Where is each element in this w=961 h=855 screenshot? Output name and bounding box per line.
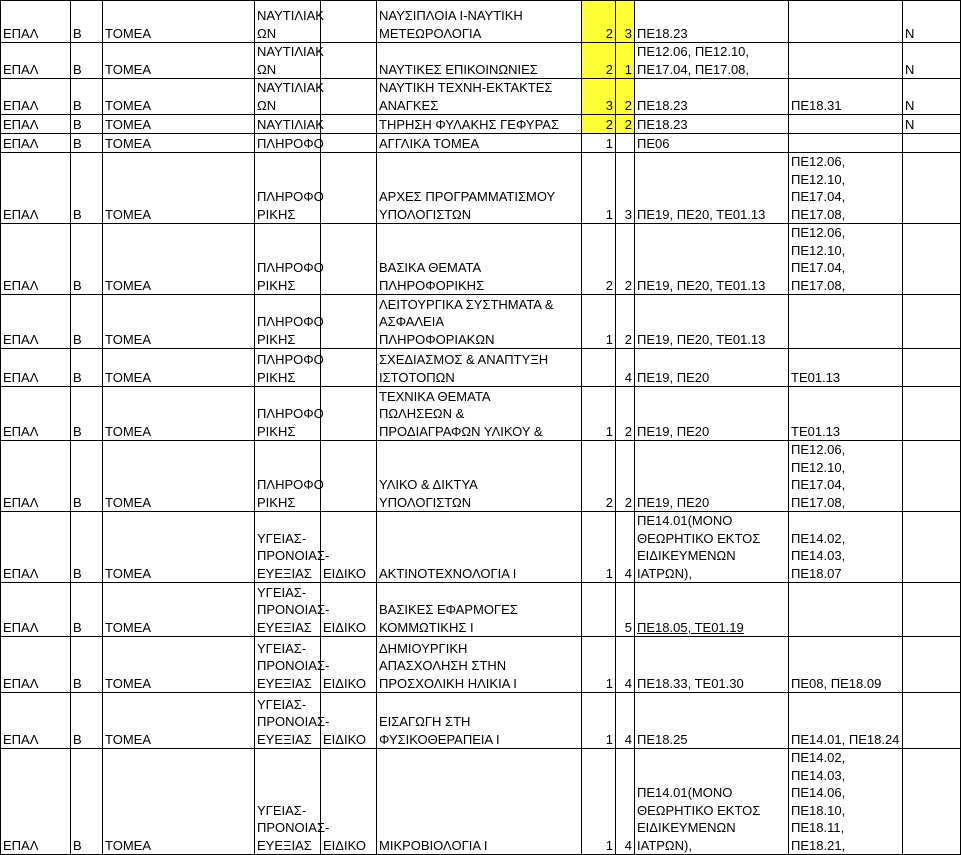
grade-cell[interactable]: Β	[71, 115, 103, 134]
flag-cell[interactable]	[903, 349, 961, 387]
hours-cell[interactable]: 2	[582, 115, 616, 134]
school-type-cell[interactable]: ΕΠΑΛ	[1, 134, 71, 153]
course-cell[interactable]: ΝΑΥΣΙΠΛΟΙΑ Ι-ΝΑΥΤΙΚΗ ΜΕΤΕΩΡΟΛΟΓΙΑ	[377, 1, 582, 43]
school-type-cell[interactable]: ΕΠΑΛ	[1, 1, 71, 43]
specialty-cell[interactable]: ΥΓΕΙΑΣ- ΠΡΟΝΟΙΑΣ- ΕΥΕΞΙΑΣ	[255, 693, 321, 749]
secondary-teachers-cell[interactable]: ΠΕ12.06, ΠΕ12.10, ΠΕ17.04, ΠΕ17.08,	[789, 441, 903, 512]
primary-teachers-cell[interactable]: ΠΕ06	[635, 134, 789, 153]
flag-cell[interactable]: Ν	[903, 115, 961, 134]
hours2-cell[interactable]: 2	[616, 387, 635, 441]
secondary-teachers-cell[interactable]	[789, 1, 903, 43]
kind-cell[interactable]	[321, 387, 377, 441]
hours-cell[interactable]: 1	[582, 749, 616, 855]
grade-cell[interactable]: Β	[71, 295, 103, 349]
primary-teachers-cell[interactable]: ΠΕ19, ΠΕ20, ΤΕ01.13	[635, 224, 789, 295]
kind-cell[interactable]	[321, 1, 377, 43]
school-type-cell[interactable]: ΕΠΑΛ	[1, 349, 71, 387]
sector-cell[interactable]: ΤΟΜΕΑ	[103, 79, 255, 115]
hours2-cell[interactable]: 2	[616, 441, 635, 512]
hours-cell[interactable]	[582, 583, 616, 637]
school-type-cell[interactable]: ΕΠΑΛ	[1, 637, 71, 693]
kind-cell[interactable]	[321, 134, 377, 153]
sector-cell[interactable]: ΤΟΜΕΑ	[103, 43, 255, 79]
grade-cell[interactable]: Β	[71, 224, 103, 295]
hours-cell[interactable]: 1	[582, 134, 616, 153]
secondary-teachers-cell[interactable]: ΤΕ01.13	[789, 349, 903, 387]
flag-cell[interactable]: Ν	[903, 79, 961, 115]
hours2-cell[interactable]: 4	[616, 637, 635, 693]
kind-cell[interactable]: ΕΙΔΙΚΟ	[321, 749, 377, 855]
hours-cell[interactable]: 1	[582, 295, 616, 349]
grade-cell[interactable]: Β	[71, 749, 103, 855]
hours-cell[interactable]: 2	[582, 441, 616, 512]
sector-cell[interactable]: ΤΟΜΕΑ	[103, 637, 255, 693]
hours2-cell[interactable]: 2	[616, 115, 635, 134]
primary-teachers-cell[interactable]: ΠΕ19, ΠΕ20	[635, 387, 789, 441]
school-type-cell[interactable]: ΕΠΑΛ	[1, 153, 71, 224]
table-row	[1, 295, 961, 349]
table-row	[1, 637, 961, 693]
specialty-cell[interactable]: ΝΑΥΤΙΛΙΑΚ ΩΝ	[255, 1, 321, 43]
course-cell[interactable]: ΝΑΥΤΙΚΗ ΤΕΧΝΗ-ΕΚΤΑΚΤΕΣ ΑΝΑΓΚΕΣ	[377, 79, 582, 115]
flag-cell[interactable]	[903, 583, 961, 637]
course-cell[interactable]: ΕΙΣΑΓΩΓΗ ΣΤΗ ΦΥΣΙΚΟΘΕΡΑΠΕΙΑ Ι	[377, 693, 582, 749]
specialty-cell[interactable]: ΝΑΥΤΙΛΙΑΚ ΩΝ	[255, 79, 321, 115]
grade-cell[interactable]: Β	[71, 441, 103, 512]
kind-cell[interactable]	[321, 295, 377, 349]
grade-cell[interactable]: Β	[71, 349, 103, 387]
kind-cell[interactable]: ΕΙΔΙΚΟ	[321, 637, 377, 693]
sector-cell[interactable]: ΤΟΜΕΑ	[103, 441, 255, 512]
secondary-teachers-cell[interactable]: ΤΕ01.13	[789, 387, 903, 441]
hours-cell[interactable]: 1	[582, 153, 616, 224]
table-row	[1, 693, 961, 749]
grade-cell[interactable]: Β	[71, 153, 103, 224]
flag-cell[interactable]	[903, 134, 961, 153]
hours2-cell[interactable]	[616, 134, 635, 153]
kind-cell[interactable]: ΕΙΔΙΚΟ	[321, 693, 377, 749]
primary-teachers-cell[interactable]: ΠΕ19, ΠΕ20	[635, 441, 789, 512]
primary-teachers-cell[interactable]: ΠΕ19, ΠΕ20	[635, 349, 789, 387]
primary-teachers-cell[interactable]: ΠΕ18.25	[635, 693, 789, 749]
sector-cell[interactable]: ΤΟΜΕΑ	[103, 224, 255, 295]
course-cell[interactable]: ΑΡΧΕΣ ΠΡΟΓΡΑΜΜΑΤΙΣΜΟΥ ΥΠΟΛΟΓΙΣΤΩΝ	[377, 153, 582, 224]
course-cell[interactable]: ΤΗΡΗΣΗ ΦΥΛΑΚΗΣ ΓΕΦΥΡΑΣ	[377, 115, 582, 134]
table-row	[1, 224, 961, 295]
course-cell[interactable]: ΛΕΙΤΟΥΡΓΙΚΑ ΣΥΣΤΗΜΑΤΑ & ΑΣΦΑΛΕΙΑ ΠΛΗΡΟΦΟΡΙΑΚΩΝ	[377, 295, 582, 349]
grade-cell[interactable]: Β	[71, 134, 103, 153]
secondary-teachers-cell[interactable]	[789, 295, 903, 349]
sector-cell[interactable]: ΤΟΜΕΑ	[103, 349, 255, 387]
specialty-cell[interactable]: ΥΓΕΙΑΣ- ΠΡΟΝΟΙΑΣ- ΕΥΕΞΙΑΣ	[255, 512, 321, 583]
secondary-teachers-cell[interactable]	[789, 43, 903, 79]
hours-cell[interactable]: 1	[582, 512, 616, 583]
school-type-cell[interactable]: ΕΠΑΛ	[1, 295, 71, 349]
primary-teachers-cell[interactable]: ΠΕ19, ΠΕ20, ΤΕ01.13	[635, 295, 789, 349]
primary-teachers-cell[interactable]: ΠΕ12.06, ΠΕ12.10, ΠΕ17.04, ΠΕ17.08,	[635, 43, 789, 79]
flag-cell[interactable]	[903, 693, 961, 749]
sector-cell[interactable]: ΤΟΜΕΑ	[103, 749, 255, 855]
school-type-cell[interactable]: ΕΠΑΛ	[1, 583, 71, 637]
flag-cell[interactable]	[903, 441, 961, 512]
specialty-cell[interactable]: ΠΛΗΡΟΦΟ ΡΙΚΗΣ	[255, 387, 321, 441]
secondary-teachers-cell[interactable]: ΠΕ14.01, ΠΕ18.24	[789, 693, 903, 749]
sector-cell[interactable]: ΤΟΜΕΑ	[103, 693, 255, 749]
sector-cell[interactable]: ΤΟΜΕΑ	[103, 295, 255, 349]
grade-cell[interactable]: Β	[71, 583, 103, 637]
sector-cell[interactable]: ΤΟΜΕΑ	[103, 134, 255, 153]
flag-cell[interactable]	[903, 295, 961, 349]
flag-cell[interactable]	[903, 512, 961, 583]
specialty-cell[interactable]: ΝΑΥΤΙΛΙΑΚ	[255, 115, 321, 134]
school-type-cell[interactable]: ΕΠΑΛ	[1, 749, 71, 855]
secondary-teachers-cell[interactable]: ΠΕ08, ΠΕ18.09	[789, 637, 903, 693]
sheet-body	[1, 1, 961, 855]
hours2-cell[interactable]: 1	[616, 43, 635, 79]
primary-teachers-cell[interactable]: ΠΕ19, ΠΕ20, ΤΕ01.13	[635, 153, 789, 224]
grade-cell[interactable]: Β	[71, 637, 103, 693]
course-cell[interactable]: ΑΓΓΛΙΚΑ ΤΟΜΕΑ	[377, 134, 582, 153]
kind-cell[interactable]	[321, 153, 377, 224]
sector-cell[interactable]: ΤΟΜΕΑ	[103, 387, 255, 441]
hours2-cell[interactable]: 4	[616, 749, 635, 855]
course-cell[interactable]: ΔΗΜΙΟΥΡΓΙΚΗ ΑΠΑΣΧΟΛΗΣΗ ΣΤΗΝ ΠΡΟΣΧΟΛΙΚΗ ΗΛΙΚΙΑ Ι	[377, 637, 582, 693]
table-row	[1, 512, 961, 583]
secondary-teachers-cell[interactable]	[789, 583, 903, 637]
hours2-cell[interactable]: 2	[616, 79, 635, 115]
hours2-cell[interactable]: 4	[616, 349, 635, 387]
school-type-cell[interactable]: ΕΠΑΛ	[1, 693, 71, 749]
school-type-cell[interactable]: ΕΠΑΛ	[1, 387, 71, 441]
hours-cell[interactable]: 2	[582, 1, 616, 43]
table-row	[1, 1, 961, 43]
kind-cell[interactable]	[321, 115, 377, 134]
kind-cell[interactable]	[321, 79, 377, 115]
specialty-cell[interactable]: ΠΛΗΡΟΦΟ ΡΙΚΗΣ	[255, 224, 321, 295]
hours-cell[interactable]: 3	[582, 79, 616, 115]
flag-cell[interactable]: Ν	[903, 43, 961, 79]
secondary-teachers-cell[interactable]	[789, 134, 903, 153]
specialty-cell[interactable]: ΠΛΗΡΟΦΟ	[255, 134, 321, 153]
specialty-cell[interactable]: ΥΓΕΙΑΣ- ΠΡΟΝΟΙΑΣ- ΕΥΕΞΙΑΣ	[255, 637, 321, 693]
course-cell[interactable]: ΜΙΚΡΟΒΙΟΛΟΓΙΑ Ι	[377, 749, 582, 855]
school-type-cell[interactable]: ΕΠΑΛ	[1, 512, 71, 583]
hours-cell[interactable]: 1	[582, 387, 616, 441]
primary-teachers-cell[interactable]: ΠΕ18.33, ΤΕ01.30	[635, 637, 789, 693]
kind-cell[interactable]	[321, 441, 377, 512]
table-row	[1, 583, 961, 637]
kind-cell[interactable]	[321, 43, 377, 79]
hours-cell[interactable]: 2	[582, 43, 616, 79]
table-row	[1, 349, 961, 387]
primary-teachers-cell[interactable]: ΠΕ18.23	[635, 79, 789, 115]
primary-teachers-cell[interactable]: ΠΕ14.01(ΜΟΝΟ ΘΕΩΡΗΤΙΚΟ ΕΚΤΟΣ ΕΙΔΙΚΕΥΜΕΝΩΝ ΙΑΤΡΩΝ),	[635, 512, 789, 583]
kind-cell[interactable]: ΕΙΔΙΚΟ	[321, 512, 377, 583]
table-row	[1, 115, 961, 134]
course-cell[interactable]: ΥΛΙΚΟ & ΔΙΚΤΥΑ ΥΠΟΛΟΓΙΣΤΩΝ	[377, 441, 582, 512]
table-row	[1, 153, 961, 224]
hours2-cell[interactable]: 4	[616, 512, 635, 583]
grade-cell[interactable]: Β	[71, 79, 103, 115]
school-type-cell[interactable]: ΕΠΑΛ	[1, 441, 71, 512]
hours-cell[interactable]: 2	[582, 224, 616, 295]
specialty-cell[interactable]: ΥΓΕΙΑΣ- ΠΡΟΝΟΙΑΣ- ΕΥΕΞΙΑΣ	[255, 749, 321, 855]
grade-cell[interactable]: Β	[71, 512, 103, 583]
specialty-cell[interactable]: ΠΛΗΡΟΦΟ ΡΙΚΗΣ	[255, 349, 321, 387]
sector-cell[interactable]: ΤΟΜΕΑ	[103, 153, 255, 224]
table-row	[1, 134, 961, 153]
kind-cell[interactable]	[321, 224, 377, 295]
table-row	[1, 387, 961, 441]
specialty-cell[interactable]: ΠΛΗΡΟΦΟ ΡΙΚΗΣ	[255, 153, 321, 224]
specialty-cell[interactable]: ΝΑΥΤΙΛΙΑΚ ΩΝ	[255, 43, 321, 79]
hours2-cell[interactable]: 2	[616, 295, 635, 349]
sector-cell[interactable]: ΤΟΜΕΑ	[103, 512, 255, 583]
secondary-teachers-cell[interactable]: ΠΕ12.06, ΠΕ12.10, ΠΕ17.04, ΠΕ17.08,	[789, 224, 903, 295]
hours2-cell[interactable]: 3	[616, 1, 635, 43]
school-type-cell[interactable]: ΕΠΑΛ	[1, 43, 71, 79]
secondary-teachers-cell[interactable]: ΠΕ18.31	[789, 79, 903, 115]
course-cell[interactable]: ΣΧΕΔΙΑΣΜΟΣ & ΑΝΑΠΤΥΞΗ ΙΣΤΟΤΟΠΩΝ	[377, 349, 582, 387]
grade-cell[interactable]: Β	[71, 1, 103, 43]
hours-cell[interactable]: 1	[582, 693, 616, 749]
course-cell[interactable]: ΤΕΧΝΙΚΑ ΘΕΜΑΤΑ ΠΩΛΗΣΕΩΝ & ΠΡΟΔΙΑΓΡΑΦΩΝ ΥΛΙΚΟΥ &	[377, 387, 582, 441]
kind-cell[interactable]	[321, 349, 377, 387]
primary-teachers-cell[interactable]: ΠΕ14.01(ΜΟΝΟ ΘΕΩΡΗΤΙΚΟ ΕΚΤΟΣ ΕΙΔΙΚΕΥΜΕΝΩΝ ΙΑΤΡΩΝ),	[635, 749, 789, 855]
specialty-cell[interactable]: ΠΛΗΡΟΦΟ ΡΙΚΗΣ	[255, 295, 321, 349]
specialty-cell[interactable]: ΥΓΕΙΑΣ- ΠΡΟΝΟΙΑΣ- ΕΥΕΞΙΑΣ	[255, 583, 321, 637]
secondary-teachers-cell[interactable]: ΠΕ12.06, ΠΕ12.10, ΠΕ17.04, ΠΕ17.08,	[789, 153, 903, 224]
secondary-teachers-cell[interactable]: ΠΕ14.02, ΠΕ14.03, ΠΕ14.06, ΠΕ18.10, ΠΕ18.11, ΠΕ18.21,	[789, 749, 903, 855]
hours2-cell[interactable]: 5	[616, 583, 635, 637]
flag-cell[interactable]: Ν	[903, 1, 961, 43]
flag-cell[interactable]	[903, 749, 961, 855]
kind-cell[interactable]: ΕΙΔΙΚΟ	[321, 583, 377, 637]
hours-cell[interactable]: 1	[582, 637, 616, 693]
hours2-cell[interactable]: 3	[616, 153, 635, 224]
school-type-cell[interactable]: ΕΠΑΛ	[1, 224, 71, 295]
hours-cell[interactable]	[582, 349, 616, 387]
sector-cell[interactable]: ΤΟΜΕΑ	[103, 115, 255, 134]
flag-cell[interactable]	[903, 637, 961, 693]
school-type-cell[interactable]: ΕΠΑΛ	[1, 79, 71, 115]
primary-teachers-cell[interactable]: ΠΕ18.23	[635, 1, 789, 43]
course-cell[interactable]: ΝΑΥΤΙΚΕΣ ΕΠΙΚΟΙΝΩΝΙΕΣ	[377, 43, 582, 79]
grade-cell[interactable]: Β	[71, 387, 103, 441]
hours2-cell[interactable]: 4	[616, 693, 635, 749]
flag-cell[interactable]	[903, 224, 961, 295]
course-cell[interactable]: ΒΑΣΙΚΑ ΘΕΜΑΤΑ ΠΛΗΡΟΦΟΡΙΚΗΣ	[377, 224, 582, 295]
grade-cell[interactable]: Β	[71, 693, 103, 749]
table-row	[1, 441, 961, 512]
specialty-cell[interactable]: ΠΛΗΡΟΦΟ ΡΙΚΗΣ	[255, 441, 321, 512]
hours2-cell[interactable]: 2	[616, 224, 635, 295]
course-cell[interactable]: ΒΑΣΙΚΕΣ ΕΦΑΡΜΟΓΕΣ ΚΟΜΜΩΤΙΚΗΣ Ι	[377, 583, 582, 637]
primary-teachers-cell[interactable]: ΠΕ18.23	[635, 115, 789, 134]
flag-cell[interactable]	[903, 153, 961, 224]
flag-cell[interactable]	[903, 387, 961, 441]
grade-cell[interactable]: Β	[71, 43, 103, 79]
primary-teachers-cell[interactable]: ΠΕ18.05, ΤΕ01.19	[635, 583, 789, 637]
table-row	[1, 43, 961, 79]
school-type-cell[interactable]: ΕΠΑΛ	[1, 115, 71, 134]
sector-cell[interactable]: ΤΟΜΕΑ	[103, 583, 255, 637]
table-row	[1, 79, 961, 115]
course-cell[interactable]: ΑΚΤΙΝΟΤΕΧΝΟΛΟΓΙΑ Ι	[377, 512, 582, 583]
table-row	[1, 749, 961, 855]
secondary-teachers-cell[interactable]: ΠΕ14.02, ΠΕ14.03, ΠΕ18.07	[789, 512, 903, 583]
sector-cell[interactable]: ΤΟΜΕΑ	[103, 1, 255, 43]
secondary-teachers-cell[interactable]	[789, 115, 903, 134]
